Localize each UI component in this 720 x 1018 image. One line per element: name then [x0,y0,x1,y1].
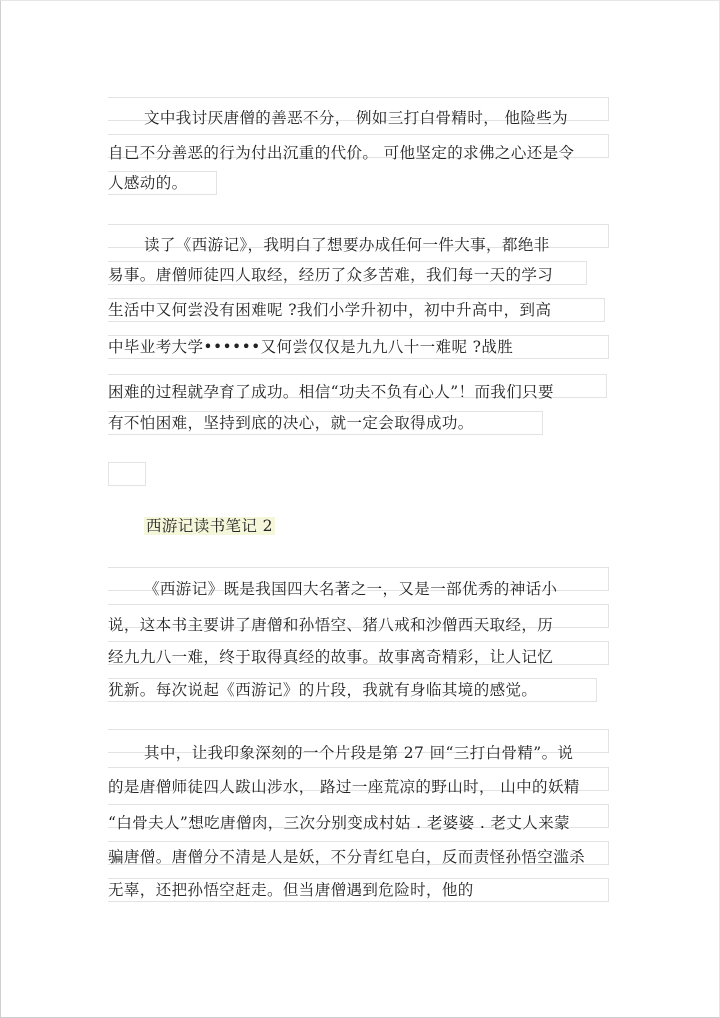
paragraph-line: “白骨夫人”想吃唐僧肉，三次分别变成村姑 . 老婆婆 . 老丈人来蒙 [108,814,571,832]
paragraph-line: 易事。唐僧师徒四人取经，经历了众多苦难，我们每一天的学习 [108,266,554,284]
paragraph-line: 《西游记》既是我国四大名著之一，又是一部优秀的神话小 [144,580,558,598]
paragraph-line: 人感动的。 [108,174,188,192]
paragraph-line: 生活中又何尝没有困难呢 ?我们小学升初中，初中升高中，到高 [108,301,552,319]
paragraph-line: 经九九八一难，终于取得真经的故事。故事离奇精彩，让人记忆 [108,648,554,666]
paragraph-line: 说，这本书主要讲了唐僧和孙悟空、猪八戒和沙僧西天取经，历 [108,616,554,634]
paragraph-line: 其中，让我印象深刻的一个片段是第 27 回“三打白骨精”。说 [144,744,574,762]
paragraph-line: 有不怕困难，坚持到底的决心，就一定会取得成功。 [108,414,474,432]
paragraph-line: 困难的过程就孕育了成功。相信“功夫不负有心人”！而我们只要 [108,383,554,401]
section-heading-text: 西游记读书笔记 2 [146,517,273,535]
section-heading [108,515,275,537]
paragraph-line: 文中我讨厌唐僧的善恶不分， 例如三打白骨精时， 他险些为 [144,109,569,127]
empty-box [108,462,146,486]
paragraph-line: 中毕业考大学••••••又何尝仅仅是九九八十一难呢 ?战胜 [108,338,514,356]
paragraph-line: 犹新。每次说起《西游记》的片段，我就有身临其境的感觉。 [108,681,538,699]
paragraph-line: 的是唐僧师徒四人跋山涉水， 路过一座荒凉的野山时， 山中的妖精 [108,778,580,796]
paragraph-line: 骗唐僧。唐僧分不清是人是妖，不分青红皂白，反而责怪孙悟空滥杀 [108,848,586,866]
paragraph-line: 无辜，还把孙悟空赶走。但当唐僧遇到危险时，他的 [108,881,474,899]
paragraph-line: 自已不分善恶的行为付出沉重的代价。 可他坚定的求佛之心还是令 [108,144,575,162]
paragraph-line: 读了《西游记》，我明白了想要办成任何一件大事，都绝非 [144,236,550,254]
